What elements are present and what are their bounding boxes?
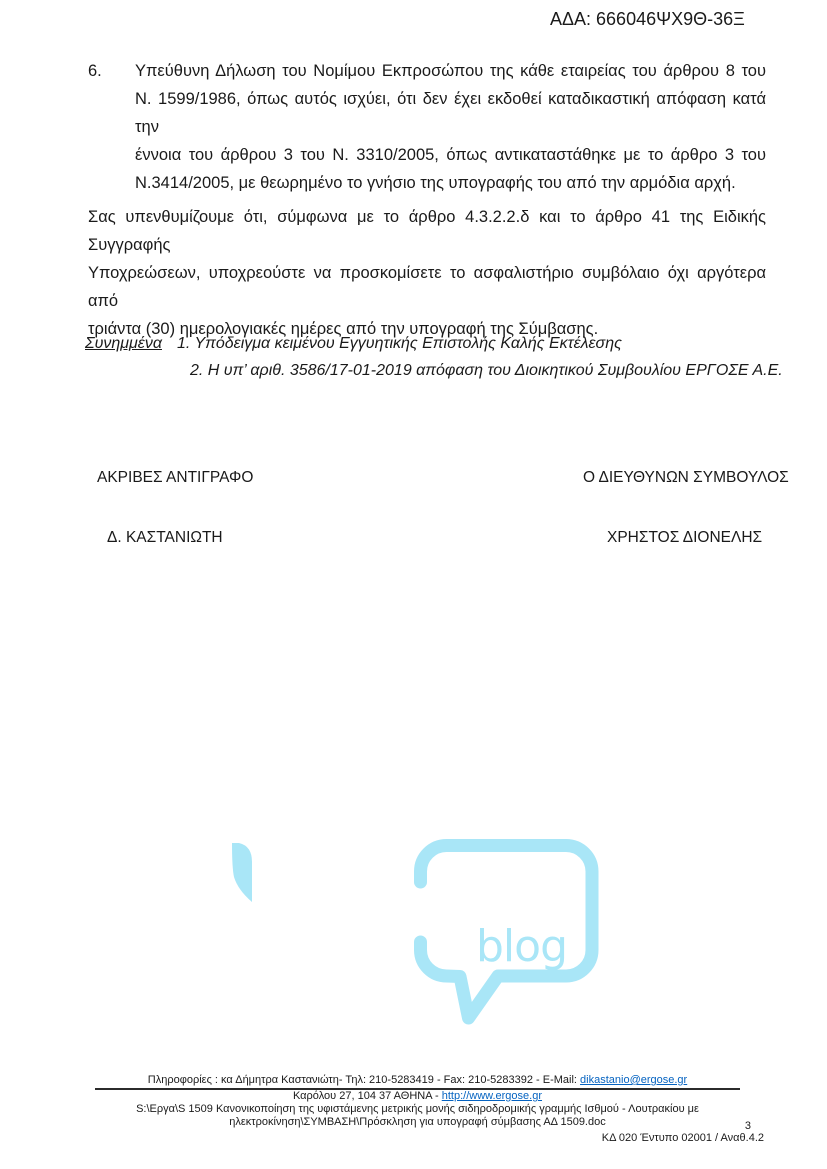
footer-filepath-line1: S:\Εργα\S 1509 Κανονικοποίηση της υφιστάμενης μετρικής μονής σιδηροδρομικής γραμμής Ισθμού - Λουτρακίου με bbox=[136, 1103, 699, 1115]
attachment-item: 2. Η υπ’ αριθ. 3586/17-01-2019 απόφαση του Διοικητικού Συμβουλίου ΕΡΓΟΣΕ Α.Ε. bbox=[190, 362, 783, 379]
footer-address-line bbox=[95, 1090, 740, 1103]
managing-director-title: Ο ΔΙΕΥΘΥΝΩΝ ΣΥΜΒΟΥΛΟΣ bbox=[583, 469, 789, 486]
text-line: έννοια του άρθρου 3 του Ν. 3310/2005, όπως αντικαταστάθηκε με το άρθρο 3 του bbox=[135, 146, 766, 164]
text-line: τριάντα (30) ημερολογιακές ημέρες από την υπογραφή της Σύμβασης. bbox=[88, 320, 599, 338]
reminder-paragraph bbox=[88, 203, 766, 343]
blog-logo-watermark bbox=[225, 830, 615, 1040]
text-line: Ν. 1599/1986, όπως αυτός ισχύει, ότι δεν έχει εκδοθεί καταδικαστική απόφαση κατά την bbox=[135, 90, 766, 136]
footer-website-link[interactable]: http://www.ergose.gr bbox=[441, 1090, 543, 1102]
footer-address-text: Καρόλου 27, 104 37 ΑΘΗΝΑ - bbox=[292, 1090, 442, 1102]
footer-filepath-line2: ηλεκτροκίνηση\ΣΥΜΒΑΣΗ\Πρόσκληση για υπογραφή σύμβασης ΑΔ 1509.doc bbox=[229, 1116, 606, 1128]
watermark-blog-text: blog bbox=[476, 921, 568, 972]
ada-code: ΑΔΑ: 666046ΨΧ9Θ-36Ξ bbox=[550, 9, 745, 29]
certifier-name: Δ. ΚΑΣΤΑΝΙΩΤΗ bbox=[107, 529, 223, 546]
footer-contact-line bbox=[95, 1074, 740, 1087]
attachments-section bbox=[85, 330, 783, 384]
text-line: Υπεύθυνη Δήλωση του Νομίμου Εκπροσώπου της κάθε εταιρείας του άρθρου 8 του bbox=[135, 62, 766, 80]
footer-email-link[interactable]: dikastanio@ergose.gr bbox=[580, 1074, 688, 1086]
page-footer bbox=[95, 1074, 740, 1129]
paragraph-6-text bbox=[135, 57, 766, 197]
attachment-item: 1. Υπόδειγμα κειμένου Εγγυητικής Επιστολής Καλής Εκτέλεσης bbox=[177, 335, 622, 352]
managing-director-name: ΧΡΗΣΤΟΣ ΔΙΟΝΕΛΗΣ bbox=[607, 529, 763, 546]
footer-contact-text: Πληροφορίες : κα Δήμητρα Καστανιώτη- Τηλ: 210-5283419 - Fax: 210-5283392 - E-Mail: bbox=[147, 1074, 581, 1086]
text-line: Ν.3414/2005, με θεωρημένο το γνήσιο της υπογραφής του από την αρμόδια αρχή. bbox=[135, 174, 736, 192]
text-line: Σας υπενθυμίζουμε ότι, σύμφωνα με το άρθρο 4.3.2.2.δ και το άρθρο 41 της Ειδικής Συγγραφής bbox=[88, 208, 766, 254]
paragraph-number: 6. bbox=[88, 62, 102, 80]
text-line: Υποχρεώσεων, υποχρεούστε να προσκομίσετε το ασφαλιστήριο συμβόλαιο όχι αργότερα από bbox=[88, 264, 766, 310]
attachments-label: Συνημμένα bbox=[85, 335, 162, 352]
certified-copy-label: ΑΚΡΙΒΕΣ ΑΝΤΙΓΡΑΦΟ bbox=[97, 469, 254, 486]
attachments-list bbox=[177, 330, 783, 384]
numbered-paragraph-6 bbox=[88, 57, 766, 197]
watermark-letter-fragment bbox=[232, 843, 252, 902]
page-number: 3 bbox=[744, 1120, 751, 1132]
form-code: ΚΔ 020 Έντυπο 02001 / Αναθ.4.2 bbox=[601, 1132, 764, 1144]
